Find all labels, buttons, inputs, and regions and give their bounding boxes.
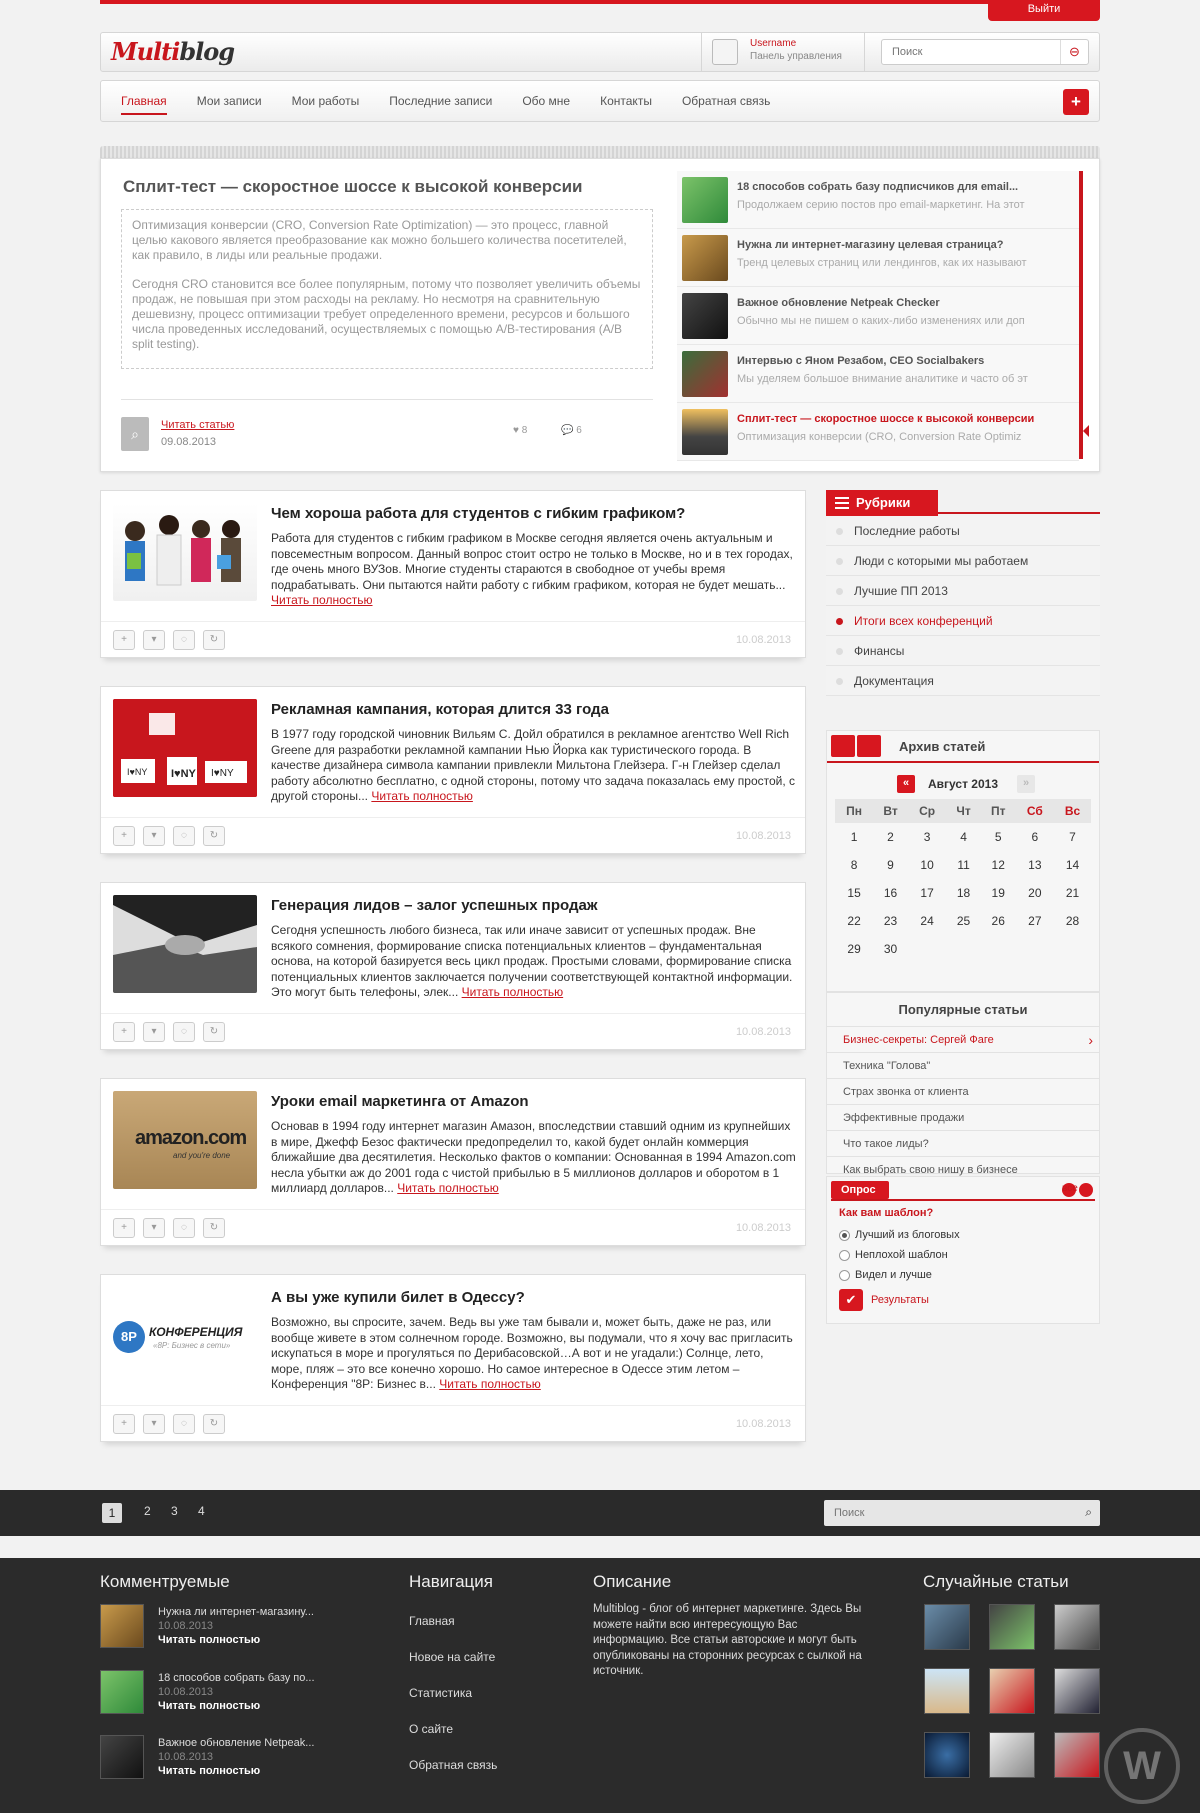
heart-icon[interactable]: ▾ — [143, 1022, 165, 1042]
amazon-sublabel: and you're done — [173, 1151, 231, 1160]
calendar-day[interactable]: 29 — [847, 942, 861, 956]
popular-item[interactable]: Как выбрать свою нишу в бизнесе — [827, 1157, 1099, 1183]
calendar-day[interactable]: 21 — [1065, 886, 1080, 900]
rubrics-head — [826, 490, 1100, 514]
share-icon[interactable]: ↻ — [203, 1218, 225, 1238]
post-actions — [101, 1209, 805, 1245]
post-card — [100, 1274, 806, 1442]
calendar-day[interactable]: 11 — [957, 858, 970, 872]
search-icon[interactable]: ⌕ — [1085, 1505, 1092, 1519]
post-excerpt — [271, 1315, 797, 1393]
user-panel[interactable] — [701, 33, 865, 71]
netpeak-thumbnail — [100, 1735, 144, 1779]
plus-icon[interactable]: + — [113, 1414, 135, 1434]
weekday: Чт — [946, 799, 980, 823]
top-red-line — [100, 0, 1100, 4]
heart-icon[interactable]: ▾ — [143, 826, 165, 846]
post-actions — [101, 1405, 805, 1441]
search-input[interactable] — [824, 1500, 1064, 1526]
read-more-link[interactable]: Читать полностью — [271, 593, 373, 607]
calendar-day[interactable]: 18 — [956, 886, 971, 900]
featured-list-item-active[interactable] — [677, 403, 1079, 461]
list-icon — [835, 497, 849, 509]
radio[interactable] — [839, 1270, 850, 1281]
nav-item-recent[interactable]: Последние записи — [389, 94, 493, 108]
circle-icon — [1079, 1183, 1093, 1197]
post-excerpt — [271, 923, 797, 1001]
post-card — [100, 686, 806, 854]
poll-option[interactable] — [839, 1269, 932, 1281]
random-article-thumb[interactable] — [989, 1668, 1035, 1714]
commented-item-title: Важное обновление Netpeak... — [158, 1737, 315, 1749]
plus-icon[interactable]: + — [113, 1022, 135, 1042]
read-more-link[interactable]: Читать полностью — [397, 1181, 499, 1195]
post-date: 10.08.2013 — [735, 1222, 791, 1234]
featured-list-item[interactable] — [677, 345, 1079, 403]
random-article-thumb[interactable] — [989, 1604, 1035, 1650]
post-date: 10.08.2013 — [735, 1418, 791, 1430]
rubrics-tab — [826, 490, 938, 516]
post-actions — [101, 1013, 805, 1049]
commented-title: Комментруемые — [100, 1572, 230, 1591]
featured-item-title: Важное обновление Netpeak Checker — [737, 297, 940, 309]
share-icon[interactable]: ↻ — [203, 826, 225, 846]
comment-icon[interactable]: ◌ — [173, 826, 195, 846]
heart-icon[interactable]: ▾ — [143, 1414, 165, 1434]
popular-item[interactable]: Эффективные продажи — [827, 1105, 1099, 1131]
amazon-box-image[interactable] — [113, 1091, 257, 1189]
calendar-day[interactable]: 3 — [923, 830, 931, 844]
calendar-day[interactable]: 16 — [883, 886, 898, 900]
post-date: 10.08.2013 — [735, 1026, 791, 1038]
poll-results-label: Результаты — [871, 1293, 929, 1306]
heart-icon: ♥ — [513, 425, 519, 436]
calendar-grid — [835, 799, 1091, 963]
nav-item-my-works[interactable]: Мои работы — [291, 94, 360, 108]
rubric-item[interactable]: Финансы — [826, 636, 1100, 666]
amazon-label: amazon.com — [135, 1127, 247, 1149]
random-article-thumb[interactable] — [989, 1732, 1035, 1778]
post-title[interactable]: Уроки email маркетинга от Amazon — [271, 1093, 529, 1110]
read-article-link[interactable]: Читать статью — [161, 419, 235, 431]
calendar-month: Август 2013 — [928, 777, 998, 791]
share-icon[interactable]: ↻ — [203, 1414, 225, 1434]
poll-option-label: Лучший из блоговых — [855, 1229, 960, 1241]
nav-item-home[interactable]: Главная — [106, 81, 182, 121]
poll-all-label: все — [1062, 1183, 1076, 1197]
commented-item[interactable] — [100, 1735, 350, 1785]
page-link[interactable]: 2 — [144, 1504, 151, 1518]
store-thumbnail — [682, 235, 728, 281]
calendar-day — [981, 935, 1016, 963]
calendar-day[interactable]: 6 — [1031, 830, 1039, 844]
commented-item-date: 10.08.2013 — [158, 1751, 214, 1763]
featured-item-title: 18 способов собрать базу подписчиков для email... — [737, 181, 1019, 193]
featured-title[interactable]: Сплит-тест — скоростное шоссе к высокой конверсии — [123, 177, 583, 196]
featured-item-desc: Продолжаем серию постов про email-маркетинг. На этот — [737, 199, 1025, 211]
post-actions — [101, 817, 805, 853]
poll-results-button[interactable] — [839, 1289, 929, 1311]
calendar-day[interactable]: 20 — [1028, 886, 1042, 900]
calendar-day — [946, 935, 980, 963]
add-button[interactable]: + — [1063, 89, 1089, 115]
calendar-day[interactable]: 14 — [1065, 858, 1080, 872]
footer-nav-item[interactable]: Главная — [409, 1614, 455, 1628]
page-link-current[interactable]: 1 — [102, 1503, 122, 1523]
post-text: Сегодня успешность любого бизнеса, так или иначе зависит от успешных продаж. Вне всякого сомнения, формирование списка потенциальных клиентов – фундаментальная основа, на которой базируется весь цикл продаж. Простыми словами, формирование списка потенциальных клиентов заключается получении соответствующей контактной информации. Это могут быть телефоны, элек... — [271, 923, 793, 999]
rubric-item-active[interactable]: Итоги всех конференций — [826, 606, 1100, 636]
grid-view-icon[interactable] — [831, 735, 855, 757]
checkmark-icon: ✔ — [839, 1289, 863, 1311]
post-card — [100, 882, 806, 1050]
weekday: Вс — [1054, 799, 1091, 823]
featured-slider — [100, 158, 1100, 472]
read-more-link[interactable]: Читать полностью — [439, 1377, 541, 1391]
featured-list — [677, 171, 1083, 459]
footer-nav-item[interactable]: Обратная связь — [409, 1758, 498, 1772]
nav-title: Навигация — [409, 1572, 493, 1591]
featured-date: 09.08.2013 — [161, 436, 217, 448]
conference-logo-title: КОНФЕРЕНЦИЯ — [149, 1325, 243, 1339]
svg-text:I♥NY: I♥NY — [211, 768, 234, 779]
weekday: Ср — [908, 799, 947, 823]
post-card — [100, 490, 806, 658]
featured-list-item[interactable] — [677, 287, 1079, 345]
archive-widget — [826, 730, 1100, 992]
comments-value: 6 — [576, 425, 582, 436]
pager-search — [824, 1500, 1100, 1526]
site-logo[interactable]: Multiblog — [111, 37, 235, 66]
heart-icon[interactable]: ▾ — [143, 1218, 165, 1238]
handshake-image[interactable] — [113, 895, 257, 993]
featured-item-title: Интервью с Яном Резабом, CEO Socialbakers — [737, 355, 985, 367]
random-article-thumb[interactable] — [1054, 1668, 1100, 1714]
read-more-link[interactable]: Читать полностью — [158, 1700, 261, 1712]
list-view-icon[interactable] — [857, 735, 881, 757]
netpeak-thumbnail — [682, 293, 728, 339]
nav-item-my-posts[interactable]: Мои записи — [196, 94, 262, 108]
featured-top-strip — [100, 146, 1100, 158]
calendar-day[interactable]: 26 — [991, 914, 1005, 928]
popular-title: Популярные статьи — [827, 993, 1099, 1027]
calendar-day — [908, 935, 947, 963]
post-actions — [101, 621, 805, 657]
comment-icon[interactable]: ◌ — [173, 630, 195, 650]
calendar-header — [835, 773, 1091, 799]
commented-item-date: 10.08.2013 — [158, 1686, 214, 1698]
radio-selected[interactable] — [839, 1230, 850, 1241]
avatar — [712, 39, 738, 65]
conference-logo-badge: 8P — [113, 1321, 145, 1353]
read-more-link[interactable]: Читать полностью — [371, 789, 473, 803]
calendar-day[interactable]: 2 — [887, 830, 894, 844]
featured-list-item[interactable] — [677, 229, 1079, 287]
random-article-thumb[interactable] — [1054, 1604, 1100, 1650]
divider — [121, 399, 653, 400]
featured-item-desc: Оптимизация конверсии (CRO, Conversion Rate Optimiz — [737, 431, 1022, 443]
calendar-day[interactable]: 10 — [920, 858, 934, 872]
calendar-day[interactable]: 17 — [920, 886, 934, 900]
poll-tab: Опрос — [831, 1181, 889, 1199]
next-month-button[interactable]: » — [1017, 775, 1035, 793]
calendar-day[interactable]: 25 — [956, 914, 971, 928]
comments-count[interactable] — [561, 425, 582, 436]
pagination-bar — [0, 1490, 1200, 1536]
calendar-day[interactable]: 27 — [1028, 914, 1042, 928]
heart-icon[interactable]: ▾ — [143, 630, 165, 650]
poll-option-label: Неплохой шаблон — [855, 1249, 948, 1261]
main-nav — [100, 80, 1100, 122]
control-panel-link[interactable]: Панель управления — [750, 51, 842, 62]
calendar-day[interactable]: 1 — [850, 830, 858, 844]
popular-item[interactable]: Техника "Голова" — [827, 1053, 1099, 1079]
random-title: Случайные статьи — [923, 1572, 1069, 1591]
students-image[interactable] — [113, 503, 257, 601]
rubrics-title: Рубрики — [856, 495, 911, 510]
nav-item-feedback[interactable]: Обратная связь — [681, 94, 771, 108]
road-thumbnail — [682, 409, 728, 455]
post-text: В 1977 году городской чиновник Вильям С. Дойл обратился в рекламное агентство Well Rich Greene для разработки рекламной кампании Нью Йорка как туристического города. В качестве дизайнера символа кампании привлекли Мильтона Глейзера. Г-н Глейзер сделал работу абсолютно бесплатно, с одной стороны, потому что задача показалась ему простой, с другой стороны... — [271, 727, 796, 803]
plus-icon[interactable]: + — [113, 826, 135, 846]
rubric-item[interactable]: Документация — [826, 666, 1100, 696]
calendar-day[interactable]: 22 — [847, 914, 861, 928]
weekday: Пн — [835, 799, 873, 823]
post-excerpt — [271, 1119, 797, 1197]
popular-widget — [826, 992, 1100, 1174]
calendar-day[interactable]: 30 — [883, 942, 898, 956]
nav-item-contacts[interactable]: Контакты — [600, 94, 652, 108]
header-bar — [100, 32, 1100, 72]
prev-month-button[interactable]: « — [897, 775, 915, 793]
post-excerpt — [271, 531, 797, 609]
email-thumbnail — [100, 1670, 144, 1714]
commented-item-date: 10.08.2013 — [158, 1620, 214, 1632]
calendar-day[interactable]: 13 — [1028, 858, 1042, 872]
footer-nav-item[interactable]: Новое на сайте — [409, 1650, 496, 1664]
archive-title: Архив статей — [899, 739, 986, 754]
interview-thumbnail — [682, 351, 728, 397]
post-title[interactable]: Чем хороша работа для студентов с гибким графиком? — [271, 505, 686, 522]
commented-item[interactable] — [100, 1604, 350, 1654]
calendar-day[interactable]: 5 — [994, 830, 1002, 844]
footer-description: Multiblog - блог об интернет маркетинге. Здесь Вы можете найти всю интересующую Вас информацию. Все статьи авторские и могут быть опубликованы на сторонних ресурсах с сылкой на источник. — [593, 1603, 862, 1677]
commented-item-title: 18 способов собрать базу по... — [158, 1672, 315, 1684]
radio[interactable] — [839, 1250, 850, 1261]
featured-paragraph: Сегодня CRO становится все более популярным, потому что позволяет увеличить объемы продаж, не повышая при этом расходы на рекламу. Но несмотря на сравнительную дешевизну, процесс оптимизации требует определенного времени, ресурсов и большого числа проведенных исследований, осуществляемых с помощью A/B-тестирования (A/B split testing). — [132, 277, 641, 351]
calendar-day[interactable]: 8 — [850, 858, 858, 872]
svg-text:I♥NY: I♥NY — [171, 768, 196, 780]
post-title[interactable]: Генерация лидов – залог успешных продаж — [271, 897, 598, 914]
poll-option[interactable] — [839, 1229, 960, 1241]
store-thumbnail — [100, 1604, 144, 1648]
footer — [0, 1558, 1200, 1813]
featured-meta — [121, 417, 653, 457]
sidebar — [826, 490, 1100, 1350]
popular-item[interactable]: Что такое лиды? — [827, 1131, 1099, 1157]
header-search — [881, 39, 1089, 65]
poll-question: Как вам шаблон? — [839, 1207, 934, 1219]
post-date: 10.08.2013 — [735, 830, 791, 842]
post-excerpt — [271, 727, 797, 805]
weekday: Сб — [1016, 799, 1054, 823]
calendar-day[interactable]: 12 — [991, 858, 1005, 872]
calendar-day[interactable]: 24 — [920, 914, 934, 928]
share-icon[interactable]: ↻ — [203, 630, 225, 650]
plus-icon[interactable]: + — [113, 1218, 135, 1238]
search-input[interactable] — [882, 40, 1052, 64]
post-text: Работа для студентов с гибким графиком в Москве сегодня является очень актуальным и повсеместным вопросом. Данный вопрос стоит остро не только в Москве, но и в тех городах, где очень много ВУЗов. Многие студенты стараются в свободное от учебы время подрабатывать. Они пытаются найти работу с гибким графиком, которая не будет мешать... — [271, 531, 793, 592]
description-title: Описание — [593, 1572, 672, 1591]
calendar-day[interactable]: 15 — [847, 886, 861, 900]
post-card — [100, 1078, 806, 1246]
calendar — [835, 773, 1091, 963]
page-link[interactable]: 3 — [171, 1504, 178, 1518]
logout-button[interactable]: Выйти — [988, 0, 1100, 21]
random-article-thumb[interactable] — [1054, 1732, 1100, 1778]
footer-nav-item[interactable]: Статистика — [409, 1686, 473, 1700]
username-label: Username — [750, 38, 797, 49]
calendar-day — [1016, 935, 1054, 963]
featured-item-title: Сплит-тест — скоростное шоссе к высокой конверсии — [737, 413, 1035, 425]
conference-logo-image[interactable] — [113, 1287, 257, 1385]
read-more-link[interactable]: Читать полностью — [158, 1765, 261, 1777]
conference-logo-subtitle: «8P: Бизнес в сети» — [153, 1341, 231, 1350]
likes-value: 8 — [521, 425, 528, 436]
page-link[interactable]: 4 — [198, 1504, 205, 1518]
read-more-link[interactable]: Читать полностью — [461, 985, 564, 999]
poll-widget — [826, 1176, 1100, 1324]
featured-item-desc: Обычно мы не пишем о каких-либо изменениях или доп — [737, 315, 1025, 327]
comment-icon[interactable]: ◌ — [173, 1218, 195, 1238]
comment-icon[interactable]: ◌ — [173, 1022, 195, 1042]
rubrics-list — [826, 516, 1100, 696]
featured-item-title: Нужна ли интернет-магазину целевая страница? — [737, 239, 1004, 251]
featured-list-item[interactable] — [677, 171, 1079, 229]
random-article-thumb[interactable] — [924, 1668, 970, 1714]
watermark-logo: W — [1104, 1728, 1180, 1804]
popular-item-active[interactable]: Бизнес-секреты: Сергей Фаге › — [827, 1027, 1099, 1053]
random-article-thumb[interactable] — [924, 1604, 970, 1650]
popular-item[interactable]: Страх звонка от клиента — [827, 1079, 1099, 1105]
poll-option[interactable] — [839, 1249, 948, 1261]
inyny-image[interactable] — [113, 699, 257, 797]
footer-nav-item[interactable]: О сайте — [409, 1722, 454, 1736]
post-text: Основав в 1994 году интернет магазин Амазон, впоследствии ставший одним из крупнейших в мире, Джефф Безос фактически предопределил то, какой будет онлайн коммерция ближайшие два десятилетия. Несколько фактов о компании: Основанная в 1994 Amazon.com несла убытки аж до 2001 года с чистой прибылью в 5 миллионов долларов и оборотом в 1 миллиард долларов... — [271, 1119, 796, 1195]
calendar-day[interactable]: 28 — [1065, 914, 1080, 928]
calendar-day — [1054, 935, 1091, 963]
post-title[interactable]: А вы уже купили билет в Одессу? — [271, 1289, 525, 1306]
poll-all-link[interactable] — [1059, 1183, 1093, 1197]
divider — [831, 1199, 1095, 1201]
divider — [827, 761, 1099, 763]
post-date: 10.08.2013 — [735, 634, 791, 646]
nav-item-about[interactable]: Обо мне — [522, 94, 571, 108]
featured-item-desc: Мы уделяем большое внимание аналитике и часто об эт — [737, 373, 1028, 385]
comment-icon[interactable]: ◌ — [173, 1414, 195, 1434]
poll-option-label: Видел и лучше — [855, 1269, 932, 1281]
search-icon[interactable]: ⊖ — [1060, 40, 1088, 64]
weekday: Вт — [873, 799, 908, 823]
rubric-item[interactable]: Люди с которыми мы работаем — [826, 546, 1100, 576]
magnifier-icon[interactable]: ⌕ — [121, 417, 149, 451]
email-thumbnail — [682, 177, 728, 223]
likes-count[interactable] — [513, 425, 527, 436]
rubric-item[interactable]: Лучшие ПП 2013 — [826, 576, 1100, 606]
rubric-item[interactable]: Последние работы — [826, 516, 1100, 546]
plus-icon[interactable]: + — [113, 630, 135, 650]
comment-icon: 💬 — [561, 425, 574, 436]
svg-text:I♥NY: I♥NY — [127, 767, 148, 777]
featured-paragraph: Оптимизация конверсии (CRO, Conversion Rate Optimization) — это процесс, главной целью какового является преобразование как можно большего количества посетителей, как правило, в лиды или реальные продажи. — [132, 218, 627, 262]
commented-item[interactable] — [100, 1670, 350, 1720]
featured-excerpt — [121, 209, 653, 369]
calendar-day[interactable]: 19 — [991, 886, 1005, 900]
calendar-day[interactable]: 23 — [883, 914, 898, 928]
featured-item-desc: Тренд целевых страниц или лендингов, как их называют — [737, 257, 1027, 269]
weekday: Пт — [981, 799, 1016, 823]
calendar-day[interactable]: 4 — [960, 830, 967, 844]
post-title[interactable]: Рекламная кампания, которая длится 33 года — [271, 701, 609, 718]
share-icon[interactable]: ↻ — [203, 1022, 225, 1042]
wordpress-thumb[interactable] — [924, 1732, 970, 1778]
post-text: Возможно, вы спросите, зачем. Ведь вы уже там бывали и, может быть, даже не раз, или вообще живете в этом солнечном городе. Возможно, вы подумали, что я хочу вас пригласить искупаться в море и прогуляться по Дерибасовской…А вот и не угадали:) Солнце, лето, море, пляж – это все конечно хорошо. Но самое интересное в Одессе этим летом – Конференция "8P: Бизнес в... — [271, 1315, 793, 1391]
commented-item-title: Нужна ли интернет-магазину... — [158, 1606, 314, 1618]
read-more-link[interactable]: Читать полностью — [158, 1634, 261, 1646]
calendar-day[interactable]: 9 — [887, 858, 894, 872]
calendar-day[interactable]: 7 — [1069, 830, 1076, 844]
